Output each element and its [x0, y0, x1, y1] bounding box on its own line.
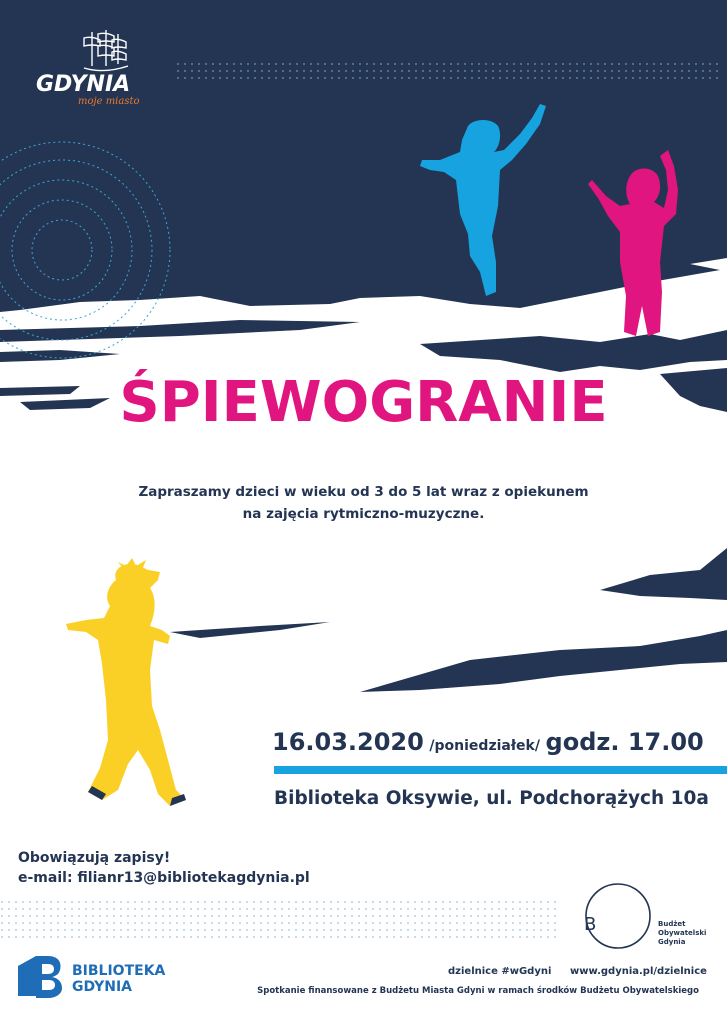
- accent-divider: [274, 766, 727, 774]
- registration-email[interactable]: e-mail: filianr13@bibliotekagdynia.pl: [18, 870, 310, 886]
- budget-label-line-2: Obywatelski: [658, 929, 707, 937]
- library-b-icon: [14, 952, 66, 1000]
- budget-logo: [582, 880, 722, 950]
- brush-stroke-left-1: [0, 320, 360, 342]
- library-logo: [14, 952, 194, 1002]
- invite-text-line-1: Zapraszamy dzieci w wieku od 3 do 5 lat wraz z opiekunem: [138, 484, 589, 500]
- budget-label-line-1: Budżet: [658, 920, 686, 928]
- brush-stroke-left-2: [0, 350, 120, 362]
- city-tagline: moje miasto: [78, 96, 140, 107]
- footer-hashtag: dzielnice #wGdyni: [448, 966, 552, 977]
- dot-grid-top-right: [176, 62, 721, 84]
- gdynia-city-logo: [36, 28, 146, 108]
- event-date: 16.03.2020: [272, 728, 424, 756]
- budget-label-line-3: Gdynia: [658, 938, 686, 946]
- city-wordmark: GDYNIA: [36, 72, 131, 97]
- footer-url[interactable]: www.gdynia.pl/dzielnice: [570, 966, 707, 977]
- dot-band-bottom-left: [0, 900, 560, 940]
- footer-funding-note: Spotkanie finansowane z Budżetu Miasta Gdyni w ramach środków Budżetu Obywatelskiego: [257, 986, 699, 996]
- event-title: ŚPIEWOGRANIE: [119, 370, 608, 435]
- invite-text-line-2: na zajęcia rytmiczno-muzyczne.: [242, 506, 485, 522]
- library-name-line-1: BIBLIOTEKA: [72, 963, 166, 979]
- registration-notice: Obowiązują zapisy!: [18, 850, 171, 866]
- event-weekday: /poniedziałek/: [429, 738, 540, 754]
- event-venue: Biblioteka Oksywie, ul. Podchorążych 10a: [274, 788, 709, 809]
- library-name-line-2: GDYNIA: [72, 979, 132, 995]
- budget-letter: B: [584, 914, 597, 935]
- budget-label: [658, 920, 706, 947]
- brush-stroke-mid: [170, 622, 330, 638]
- yellow-child-silhouette: [66, 558, 186, 806]
- event-time: godz. 17.00: [545, 728, 704, 756]
- brush-stroke-right-4: [360, 630, 727, 692]
- event-datetime: [272, 728, 704, 756]
- brush-stroke-right-1: [420, 330, 727, 372]
- brush-stroke-right-3: [600, 548, 727, 600]
- sailing-ship-icon: [78, 28, 134, 76]
